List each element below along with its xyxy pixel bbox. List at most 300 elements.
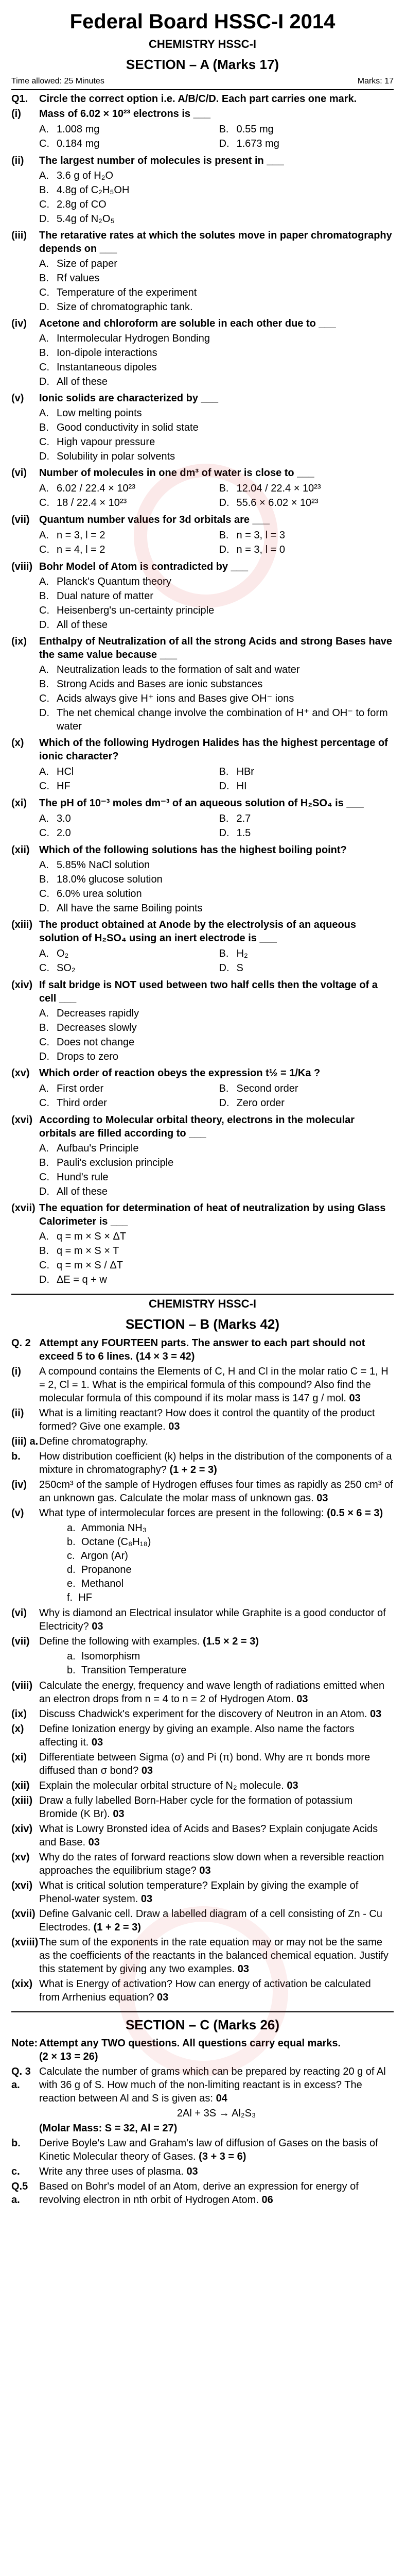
option <box>39 421 394 434</box>
option-text: Solubility in polar solvents <box>57 451 175 463</box>
part-number: (i) <box>11 1365 21 1377</box>
question-text: Derive Boyle's Law and Graham's law of diffusion of Gases on the basis of Kinetic Molecular theory of Gases. <box>39 2138 378 2163</box>
option-text: Size of paper <box>57 258 117 270</box>
list-item <box>67 1521 394 1535</box>
option <box>39 346 394 360</box>
option <box>39 183 394 197</box>
paper-title: Federal Board HSSC-I 2014 <box>69 10 336 33</box>
part-marks: 03 <box>92 1620 103 1632</box>
option-text: 18 / 22.4 × 10²³ <box>57 497 127 509</box>
option <box>39 618 394 632</box>
part-number: (viii) <box>11 1680 33 1691</box>
q2-number: Q. 2 <box>11 1337 31 1349</box>
option <box>39 1273 394 1286</box>
question-number: c. <box>11 2166 20 2178</box>
option-letter: D. <box>39 376 49 388</box>
part-text: What type of intermolecular forces are present in the following: <box>39 1507 324 1519</box>
question-number: (xvii) <box>11 1202 36 1214</box>
option <box>39 198 394 211</box>
short-question <box>11 1635 394 1648</box>
question-marks: 04 <box>216 2093 227 2105</box>
option <box>39 1096 214 1110</box>
option <box>39 169 394 182</box>
option-letter: B. <box>219 124 229 135</box>
part-body <box>39 1478 394 1505</box>
option-letter: A. <box>39 408 49 419</box>
options <box>39 406 394 463</box>
part-body <box>39 1707 394 1721</box>
option-text: 4.8g of C₂H₅OH <box>57 184 130 196</box>
item-text: Ammonia NH₃ <box>81 1522 147 1534</box>
long-question <box>11 2122 394 2135</box>
option-text: 5.4g of N₂O₅ <box>57 213 115 225</box>
option-text: n = 3, l = 0 <box>236 544 286 556</box>
option <box>39 826 214 840</box>
question-number: (x) <box>11 737 24 749</box>
option-letter: B. <box>219 530 229 541</box>
part-body <box>39 1506 394 1520</box>
option-letter: A. <box>39 1231 49 1243</box>
option <box>39 1230 394 1243</box>
option-letter: B. <box>39 347 49 359</box>
question-number: (iii) <box>11 230 27 242</box>
short-question <box>11 1506 394 1520</box>
item-text: Transition Temperature <box>81 1664 187 1676</box>
option-letter: C. <box>39 605 49 617</box>
option-text: 6.0% urea solution <box>57 888 142 900</box>
option-letter: A. <box>39 766 49 778</box>
option-letter: B. <box>39 422 49 434</box>
option <box>39 692 394 705</box>
question-text: Write any three uses of plasma. <box>39 2166 184 2178</box>
question-text: Which of the following solutions has the highest boiling point? <box>39 844 347 856</box>
option <box>39 1021 394 1035</box>
question-text: Calculate the number of grams which can be prepared by reacting 20 g of Al with 36 g of S. How much of the non-limiting reactant is in excess? The reaction between Al and S is given as: <box>39 2066 386 2105</box>
watermark-seal <box>118 1906 288 2076</box>
part-number: (xviii) <box>11 1936 39 1948</box>
option-letter: D. <box>219 827 230 839</box>
short-question <box>11 1794 394 1821</box>
option-text: All of these <box>57 1186 108 1198</box>
short-question <box>11 1751 394 1777</box>
part-number: (xix) <box>11 1978 33 1990</box>
question-number: (iv) <box>11 318 27 330</box>
short-question <box>11 1679 394 1706</box>
option <box>39 123 214 136</box>
part-body <box>39 1751 394 1777</box>
option-letter: C. <box>39 1172 49 1183</box>
question-body <box>39 2122 394 2135</box>
option-text: First order <box>57 1083 104 1095</box>
question-body <box>39 2180 394 2207</box>
short-question <box>11 1406 394 1433</box>
option-text: n = 3, l = 3 <box>236 530 286 541</box>
option-text: Decreases rapidly <box>57 1008 139 1020</box>
list-item <box>67 1549 394 1563</box>
short-question <box>11 1450 394 1477</box>
option <box>39 1050 394 1063</box>
question-text: Enthalpy of Neutralization of all the strong Acids and strong Bases have the same value because ___ <box>39 636 393 661</box>
option-letter: C. <box>39 827 49 839</box>
option-text: q = m × S × ΔT <box>57 1231 127 1243</box>
item-letter: b. <box>67 1536 76 1548</box>
part-text: How distribution coefficient (k) helps in the distribution of the components of a mixture in chromatography? <box>39 1450 392 1476</box>
option-letter: D. <box>39 619 49 631</box>
part-number: (iv) <box>11 1479 27 1490</box>
option <box>219 947 394 960</box>
list-item <box>67 1577 394 1590</box>
part-body <box>39 1406 394 1433</box>
option <box>39 947 214 960</box>
option-letter: B. <box>39 1157 49 1169</box>
options <box>39 765 394 793</box>
options <box>39 1230 394 1286</box>
option-letter: C. <box>39 1097 49 1109</box>
item-text: Octane (C₈H₁₈) <box>81 1536 151 1548</box>
option-letter: B. <box>219 766 229 778</box>
q1-number: Q1. <box>11 93 28 105</box>
option <box>219 826 394 840</box>
part-body <box>39 1822 394 1849</box>
option-letter: C. <box>39 497 49 509</box>
part-marks: 03 <box>157 1991 169 2003</box>
option-text: 1.008 mg <box>57 124 100 135</box>
option-text: Pauli's exclusion principle <box>57 1157 174 1169</box>
option-letter: A. <box>39 859 49 871</box>
list-item <box>67 1563 394 1577</box>
item-letter: b. <box>67 1664 76 1676</box>
short-question <box>11 1722 394 1749</box>
question-body <box>39 2107 394 2120</box>
option-text: S <box>236 962 243 974</box>
option-letter: C. <box>39 362 49 374</box>
mcq-question <box>11 843 394 857</box>
option-letter: A. <box>39 333 49 345</box>
option-letter: B. <box>39 184 49 196</box>
short-question <box>11 1779 394 1792</box>
long-question <box>11 2137 394 2163</box>
option-text: HCl <box>57 766 74 778</box>
mcq-question <box>11 107 394 121</box>
option-letter: A. <box>39 576 49 588</box>
mcq-question <box>11 978 394 1005</box>
option-letter: B. <box>39 874 49 886</box>
item-text: Methanol <box>81 1578 124 1589</box>
question-text: Bohr Model of Atom is contradicted by ___ <box>39 561 248 573</box>
option-text: Good conductivity in solid state <box>57 422 199 434</box>
question-text: The equation for determination of heat of neutralization by using Glass Calorimeter is ___ <box>39 1202 386 1228</box>
question-number: (v) <box>11 393 24 404</box>
option-letter: C. <box>39 1260 49 1272</box>
section-b-heading: SECTION – B (Marks 42) <box>125 1316 280 1332</box>
q1-instruction <box>11 92 394 106</box>
question-number: (vii) <box>11 514 30 526</box>
option-letter: B. <box>219 483 229 495</box>
option-text: Low melting points <box>57 408 142 419</box>
option-letter: D. <box>39 707 49 719</box>
option-text: 1.5 <box>236 827 251 839</box>
part-text: What is Lowry Bronsted idea of Acids and Bases? Explain conjugate Acids and Base. <box>39 1823 378 1848</box>
part-text: The sum of the exponents in the rate equation may or may not be the same as the coefficients of the reactants in the balanced chemical equation. Justify this statement by giving any two examples. <box>39 1936 389 1975</box>
time-marks-row <box>11 76 394 87</box>
option-letter: C. <box>39 1037 49 1048</box>
question-text: The retarative rates at which the solutes move in paper chromatography depends on ___ <box>39 230 392 255</box>
option-text: The net chemical change involve the combination of H⁺ and OH⁻ to form water <box>57 707 388 733</box>
options <box>39 169 394 226</box>
option-text: Aufbau's Principle <box>57 1143 139 1155</box>
question-number: (xv) <box>11 1067 30 1079</box>
option-letter: D. <box>39 451 49 463</box>
part-marks: 03 <box>168 1420 180 1432</box>
question-number: (i) <box>11 108 21 120</box>
mcq-question <box>11 154 394 167</box>
part-body <box>39 1450 394 1477</box>
option-text: HI <box>236 781 247 792</box>
option-letter: B. <box>219 1083 229 1095</box>
option <box>39 1082 214 1095</box>
part-text: What is a limiting reactant? How does it control the quantity of the product formed? Give one example. <box>39 1407 375 1432</box>
divider <box>11 89 394 90</box>
item-letter: a. <box>67 1650 76 1662</box>
part-text: Why do the rates of forward reactions slow down when a reversible reaction approaches the equilibrium stage? <box>39 1851 384 1876</box>
option <box>39 1171 394 1184</box>
option-letter: B. <box>39 1022 49 1034</box>
option-text: Drops to zero <box>57 1051 119 1063</box>
part-marks: 03 <box>140 1893 153 1905</box>
part-text: Draw a fully labelled Born-Haber cycle for the formation of potassium Bromide (K Br). <box>39 1794 353 1820</box>
part-text: Calculate the energy, frequency and wave length of radiations emitted when an electron drops from n = 4 to n = 2 of Hydrogen Atom. <box>39 1680 385 1705</box>
part-marks: 03 <box>237 1963 249 1975</box>
part-text: Differentiate between Sigma (σ) and Pi (π) bond. Why are π bonds more diffused than σ bond? <box>39 1751 370 1776</box>
part-marks: 03 <box>141 1765 153 1776</box>
part-number: (v) <box>11 1507 24 1519</box>
question-number: (xvi) <box>11 1114 33 1126</box>
question-text: The largest number of molecules is present in ___ <box>39 155 284 167</box>
part-text: Explain the molecular orbital structure of N₂ molecule. <box>39 1780 284 1791</box>
options <box>39 1007 394 1063</box>
options <box>39 811 394 840</box>
options <box>39 858 394 915</box>
part-text: A compound contains the Elements of C, H and Cl in the molar ratio C = 1, H = 2, Cl = 1. What is the empirical formula of this compound? Also find the molecular formula of this compound if its molar mass is 147 g / mol. <box>39 1365 389 1404</box>
question-number: b. <box>11 2138 21 2149</box>
option-letter: C. <box>39 693 49 705</box>
question-text: Which of the following Hydrogen Halides has the highest percentage of ionic character? <box>39 737 388 762</box>
option <box>219 765 394 778</box>
long-question <box>11 2107 394 2120</box>
part-number: (xi) <box>11 1751 27 1763</box>
option <box>39 1036 394 1049</box>
options <box>39 663 394 733</box>
section-c-heading: SECTION – C (Marks 26) <box>125 2016 280 2032</box>
option-letter: D. <box>219 1097 230 1109</box>
mcq-question <box>11 392 394 405</box>
option <box>219 779 394 793</box>
options <box>39 946 394 975</box>
option-letter: B. <box>219 813 229 825</box>
option <box>39 361 394 374</box>
option-text: q = m × S × T <box>57 1245 119 1257</box>
part-number: (xiv) <box>11 1823 33 1835</box>
option-letter: D. <box>39 213 49 225</box>
question-text: Number of molecules in one dm³ of water is close to ___ <box>39 467 314 479</box>
option <box>39 435 394 449</box>
time-allowed: Time allowed: 25 Minutes <box>11 77 104 86</box>
note-text: Attempt any TWO questions. All questions carry equal marks. <box>39 2038 341 2049</box>
mcq-question <box>11 918 394 945</box>
option <box>39 1185 394 1198</box>
option <box>39 137 214 150</box>
option-text: q = m × S / ΔT <box>57 1260 123 1272</box>
q2-text: Attempt any FOURTEEN parts. The answer to each part should not exceed 5 to 6 lines. <box>39 1337 365 1362</box>
short-question <box>11 1606 394 1633</box>
short-question <box>11 1435 394 1448</box>
option <box>39 779 214 793</box>
part-number: (xiii) <box>11 1794 33 1806</box>
part-number: b. <box>11 1450 21 1462</box>
q2-instruction <box>11 1336 394 1363</box>
option <box>39 1259 394 1272</box>
item-text: HF <box>78 1591 92 1603</box>
part-body <box>39 1635 394 1648</box>
question-number: (viii) <box>11 561 33 573</box>
question-number <box>11 2122 39 2135</box>
note-label: Note: <box>11 2038 38 2049</box>
option <box>39 286 394 299</box>
item-letter: a. <box>67 1522 76 1534</box>
option-text: 2.0 <box>57 827 71 839</box>
option-letter: A. <box>39 813 49 825</box>
option-text: Temperature of the experiment <box>57 287 197 299</box>
item-letter: d. <box>67 1564 76 1575</box>
option-text: 12.04 / 22.4 × 10²³ <box>236 483 321 495</box>
option <box>39 212 394 226</box>
option <box>39 1007 394 1020</box>
question-text: If salt bridge is NOT used between two half cells then the voltage of a cell ___ <box>39 979 378 1005</box>
question-number: (vi) <box>11 467 27 479</box>
question-number: (ii) <box>11 155 24 167</box>
question-text: The product obtained at Anode by the electrolysis of an aqueous solution of H₂SO₄ using an inert electrode is ___ <box>39 919 357 944</box>
part-body <box>39 1606 394 1633</box>
option <box>39 332 394 345</box>
option-text: 2.8g of CO <box>57 199 107 211</box>
option-letter: C. <box>39 138 49 150</box>
option <box>39 858 394 872</box>
option-letter: D. <box>219 962 230 974</box>
option-letter: D. <box>39 903 49 914</box>
mcq-question <box>11 317 394 330</box>
option-letter: C. <box>39 199 49 211</box>
option <box>39 677 394 691</box>
option-letter: A. <box>39 530 49 541</box>
option <box>39 406 394 420</box>
item-letter: f. <box>67 1591 73 1603</box>
option-text: 3.0 <box>57 813 71 825</box>
long-question <box>11 2165 394 2178</box>
part-body <box>39 1794 394 1821</box>
option-text: Does not change <box>57 1037 135 1048</box>
part-marks: (0.5 × 6 = 3) <box>327 1507 383 1519</box>
mcq-question <box>11 1066 394 1080</box>
part-marks: (1.5 × 2 = 3) <box>202 1635 259 1647</box>
option-text: Zero order <box>236 1097 285 1109</box>
option-letter: C. <box>39 888 49 900</box>
option <box>219 123 394 136</box>
option-text: Instantaneous dipoles <box>57 362 157 374</box>
options <box>39 1081 394 1110</box>
option-text: O₂ <box>57 948 69 960</box>
option-text: Dual nature of matter <box>57 590 153 602</box>
option-letter: C. <box>39 781 49 792</box>
part-marks: 03 <box>91 1736 103 1748</box>
part-body <box>39 1722 394 1749</box>
question-text: (Molar Mass: S = 32, Al = 27) <box>39 2123 178 2134</box>
part-text: Define chromatography. <box>39 1435 148 1447</box>
q1-text: Circle the correct option i.e. A/B/C/D. Each part carries one mark. <box>39 93 357 105</box>
option-text: All of these <box>57 376 108 388</box>
option-letter: D. <box>219 544 230 556</box>
option-text: 2.7 <box>236 813 251 825</box>
short-question <box>11 1707 394 1721</box>
option-letter: B. <box>39 679 49 690</box>
question-text: 2Al + 3S → Al₂S₃ <box>176 2108 256 2120</box>
divider <box>11 1294 394 1295</box>
question-body <box>39 2137 394 2163</box>
option <box>39 1244 394 1258</box>
option-letter: A. <box>39 664 49 676</box>
option-letter: C. <box>39 287 49 299</box>
question-number: (xi) <box>11 798 27 809</box>
part-number: (xvii) <box>11 1908 36 1920</box>
part-marks: 03 <box>287 1780 298 1791</box>
option-text: 3.6 g of H₂O <box>57 170 114 182</box>
option-letter: B. <box>219 948 229 960</box>
long-question <box>11 2180 394 2207</box>
option-text: Neutralization leads to the formation of salt and water <box>57 664 300 676</box>
force-list <box>67 1521 394 1604</box>
options <box>39 257 394 314</box>
total-marks: Marks: 17 <box>357 77 394 86</box>
option-text: Size of chromatographic tank. <box>57 301 193 313</box>
part-marks: 03 <box>296 1693 308 1705</box>
part-text: Discuss Chadwick's experiment for the discovery of Neutron in an Atom. <box>39 1708 367 1720</box>
part-text: Define Ionization energy by giving an example. Also name the factors affecting it. <box>39 1723 355 1748</box>
options <box>39 332 394 388</box>
mcq-question <box>11 635 394 662</box>
option-letter: B. <box>39 1245 49 1257</box>
question-number: (xiv) <box>11 979 33 991</box>
option-text: 18.0% glucose solution <box>57 874 163 886</box>
option <box>39 887 394 901</box>
option <box>219 1082 394 1095</box>
question-number: (xiii) <box>11 919 33 931</box>
option-letter: D. <box>219 497 230 509</box>
part-marks: 03 <box>316 1492 328 1504</box>
part-number: (vii) <box>11 1635 30 1647</box>
option-text: Strong Acids and Bases are ionic substances <box>57 679 263 690</box>
question-number: (xii) <box>11 844 30 856</box>
question-text: Ionic solids are characterized by ___ <box>39 393 218 404</box>
definition-list <box>67 1650 394 1677</box>
option-text: All have the same Boiling points <box>57 903 203 914</box>
option <box>219 812 394 825</box>
part-number: (ii) <box>11 1407 24 1419</box>
question-text: According to Molecular orbital theory, electrons in the molecular orbitals are filled according to ___ <box>39 1114 355 1140</box>
item-text: Propanone <box>81 1564 132 1575</box>
part-text: What is Energy of activation? How can energy of activation be calculated from Arrhenius equation? <box>39 1978 371 2003</box>
option-letter: D. <box>39 1051 49 1063</box>
question-text: The pH of 10⁻³ moles dm⁻³ of an aqueous solution of H₂SO₄ is ___ <box>39 798 364 809</box>
question-text: Acetone and chloroform are soluble in each other due to ___ <box>39 318 336 330</box>
